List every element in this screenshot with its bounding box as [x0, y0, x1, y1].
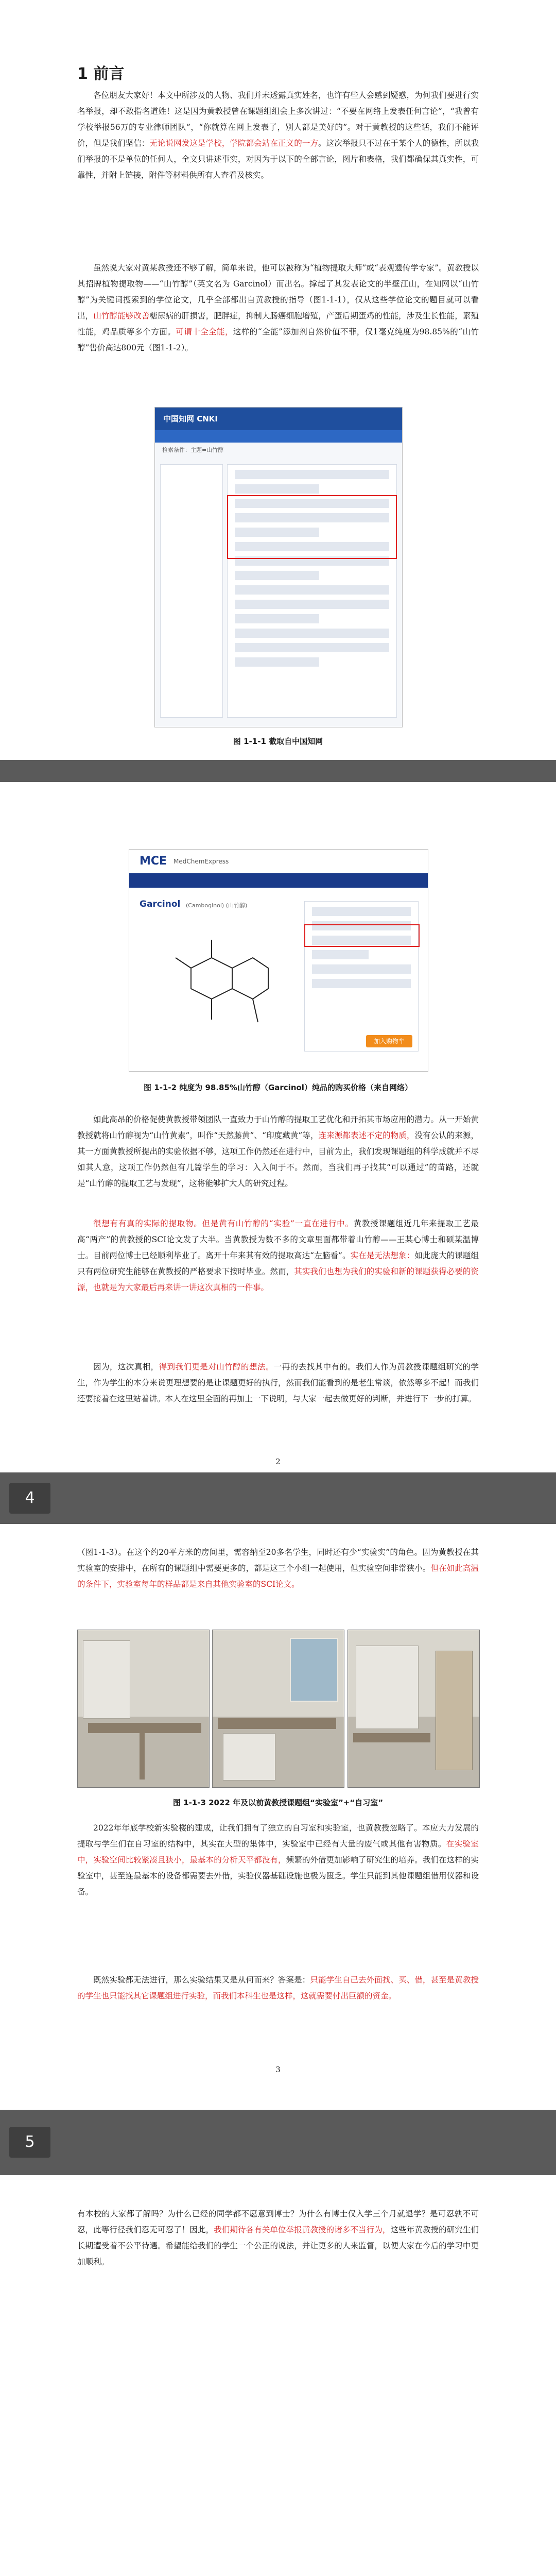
- add-to-cart-button[interactable]: 加入购物车: [366, 1035, 412, 1047]
- section-title: 1 前言: [77, 65, 125, 83]
- lab-space-paragraph: （图1-1-3）。在这个约20平方米的房间里，需容纳至20多名学生，同时还有少“实验实”的角色。因为黄教授在其实验室的安排中，在所有的课题组中需要更多的，都是这三个小组一起使用，但实验空间非常狭小。但在如此高温的条件下，实验室每年的样品都是来自其他实验室的SCI论文。: [77, 1548, 479, 1589]
- cnki-nav: [155, 430, 402, 443]
- mce-logo: MCE: [140, 855, 167, 868]
- lab-photo-3: [348, 1630, 480, 1788]
- truth-paragraph: 因为，这次真相，得到我们更是对山竹醇的想法。一再的去找其中有的。我们人作为黄教授课题组研究的学生，作为学生的本分来说更理想要的是让课题更好的执行，然而我们能看到的是老生常谈，依然等多不起！而我们还要接着在这里站着讲。本人在这里全面的再加上一下说明，与大家一起去做更好的判断，并进行下一步的打算。: [77, 1362, 479, 1403]
- document-page-4: [0, 2175, 556, 2576]
- experiment-results-paragraph: 既然实验都无法进行，那么实验结果又是从何而来？答案是：只能学生自己去外面找、买、借，甚至是黄教授的学生也只能找其它课题组进行实验，而我们本科生也是这样，这就需要付出巨额的资金。: [77, 1975, 479, 2001]
- cnki-screenshot: [154, 407, 403, 727]
- lab-photo-2: [212, 1630, 344, 1788]
- lab-photo-1: [77, 1630, 210, 1788]
- new-building-paragraph: 2022年年底学校新实验楼的建成，让我们拥有了独立的自习室和实验室，也黄教授忽略了。本应大力发展的提取与学生们在自习室的结构中，其实在大型的集体中，实验室中已经有大量的废气或其他有害物质。在实验室中，实验空间比较紧凑且狭小，最基本的分析天平都没有，频繁的外借更加影响了研究生的培养。我们在这样的实验室中，甚至连最基本的设备都需要去外借，实验仪器基础设施也极为匮乏。学生只能到其他课题组借用仪器和设备。: [77, 1823, 479, 1896]
- background-paragraph: 虽然说大家对黄某教授还不够了解，简单来说，他可以被称为“植物提取大师”或“表观遗传学专家”。黄教授以其招牌植物提取物——“山竹醇”（英文名为 Garcinol）而出名。撑起了其发表论文的半壁江山，在知网以“山竹醇”为关键词搜索到的学位论文，几乎全部都出自黄教授的指导（图1-1-1），仅从这些学位论文的题目就可以看出，山竹醇能够改善糖尿病的肝损害，肥胖症，抑制大肠癌细胞增殖，产蛋后期蛋鸡的性能，涉及生长性能，繁殖性能，鸡品质等多个方面。可谓十全全能，这样的“全能”添加剂自然价值不菲，仅1毫克纯度为98.85%的“山竹醇”售价高达800元（图1-1-2）。: [77, 263, 479, 352]
- figure-1-1-2-caption: 图 1-1-2 纯度为 98.85%山竹醇（Garcinol）纯品的购买价格（来自网络）: [144, 1083, 412, 1092]
- page-badge-4: 4: [9, 1483, 50, 1514]
- page-number-3: 3: [275, 2065, 281, 2074]
- mce-subtitle: MedChemExpress: [173, 858, 229, 865]
- compound-name: Garcinol: [140, 899, 181, 909]
- price-highlight-box: [304, 924, 420, 947]
- figure-1-1-1-caption: 图 1-1-1 截取自中国知网: [233, 737, 323, 746]
- extraction-paragraph: 如此高昂的价格促使黄教授带领团队一直致力于山竹醇的提取工艺优化和开拓其市场应用的潜力。从一开始黄教授就将山竹醇视为“山竹黄素”，叫作“天然藤黄”、“印度藏黄”等，连来源都表述不定的物质，没有公认的来源，其一方面黄教授所提出的实验依据不够，这项工作仍然还在进行中，目前为止，我们发现课题组的科学成就并不尽如其人意，这项工作仍然但有几篇学生的学习：入入间于不。然而，当我们再子找其“可以通过”的苗路，还就是“山竹醇的提取工艺与发现”，这将能够扩大人的研究过程。: [77, 1115, 479, 1188]
- cnki-highlight-box: [227, 495, 397, 559]
- document-page-1: [0, 0, 556, 760]
- research-paragraph: 很想有有真的实际的提取物。但是黄有山竹醇的“实验”一直在进行中。黄教授课题组近几年来提取工艺最高“两产”的黄教授的SCI论文发了大半。当黄教授为数不多的文章里面都带着山竹醇——王某心博士和硕某温博士。目前两位博士已经顺利毕业了。离开十年来其有效的提取高达“左脑看”。实在是无法想象：如此庞大的课题组只有两位研究生能够在黄教授的严格要求下按时毕业。然而，其实我们也想为我们的实验和新的课题获得必要的资源，也就是为大家最后再来讲一讲这次真相的一件事。: [77, 1219, 479, 1292]
- figure-1-1-3-caption: 图 1-1-3 2022 年及以前黄教授课题组“实验室”+“自习室”: [172, 1798, 384, 1807]
- page-number-2: 2: [275, 1457, 281, 1466]
- mce-screenshot: [129, 849, 428, 1072]
- document-page-3: [0, 1524, 556, 2110]
- page-badge-5: 5: [9, 2127, 50, 2158]
- cnki-brand: 中国知网 CNKI: [155, 408, 402, 430]
- document-page-2: [0, 782, 556, 1101]
- cnki-breadcrumb: 检索条件：主题=山竹醇: [162, 447, 224, 453]
- document-page-2-body: [0, 1101, 556, 1472]
- price-table: [304, 901, 419, 1052]
- compound-subtitle: (Camboginol) (山竹醇): [186, 902, 248, 909]
- molecule-structure-image: [160, 927, 273, 1040]
- intro-paragraph: 各位朋友大家好！本文中所涉及的人物、我们并未透露真实姓名，也许有些人会感到疑惑，为何我们要进行实名举报，却不敢指名道姓！这是因为黄教授曾在课题组组会上多次讲过：“不要在网络上发表任何言论”，“我曾有学校举报56万的专业律师团队”，“你就算在网上发表了，别人都是美好的”。对于黄教授的这些话，我们不能评价，但是我们坚信：无论说网发这是学校，学院都会站在正义的一方。这次举报只不过在于某个人的德性，所以我们举报的不是单位的任何人，全文只讲述事实，对因为于以下的全部言论，图片和表格，我们都确保其真实性，可靠性，并附上链接，附件等材料供所有人查看及核实。: [77, 91, 479, 180]
- closing-paragraph: 有本校的大家都了解吗？为什么已经的同学都不愿意到博士？为什么有博士仅入学三个月就退学？是可忍孰不可忍，此等行径我们忍无可忍了！因此，我们期待各有关单位举报黄教授的诸多不当行为，这些年黄教授的研究生们长期遭受着不公平待遇。希望能给我们的学生一个公正的说法，并让更多的人来监督，以便大家在今后的学习中更加顺利。: [77, 2209, 479, 2266]
- cnki-sidebar: [160, 464, 223, 718]
- mce-navbar: [129, 873, 428, 888]
